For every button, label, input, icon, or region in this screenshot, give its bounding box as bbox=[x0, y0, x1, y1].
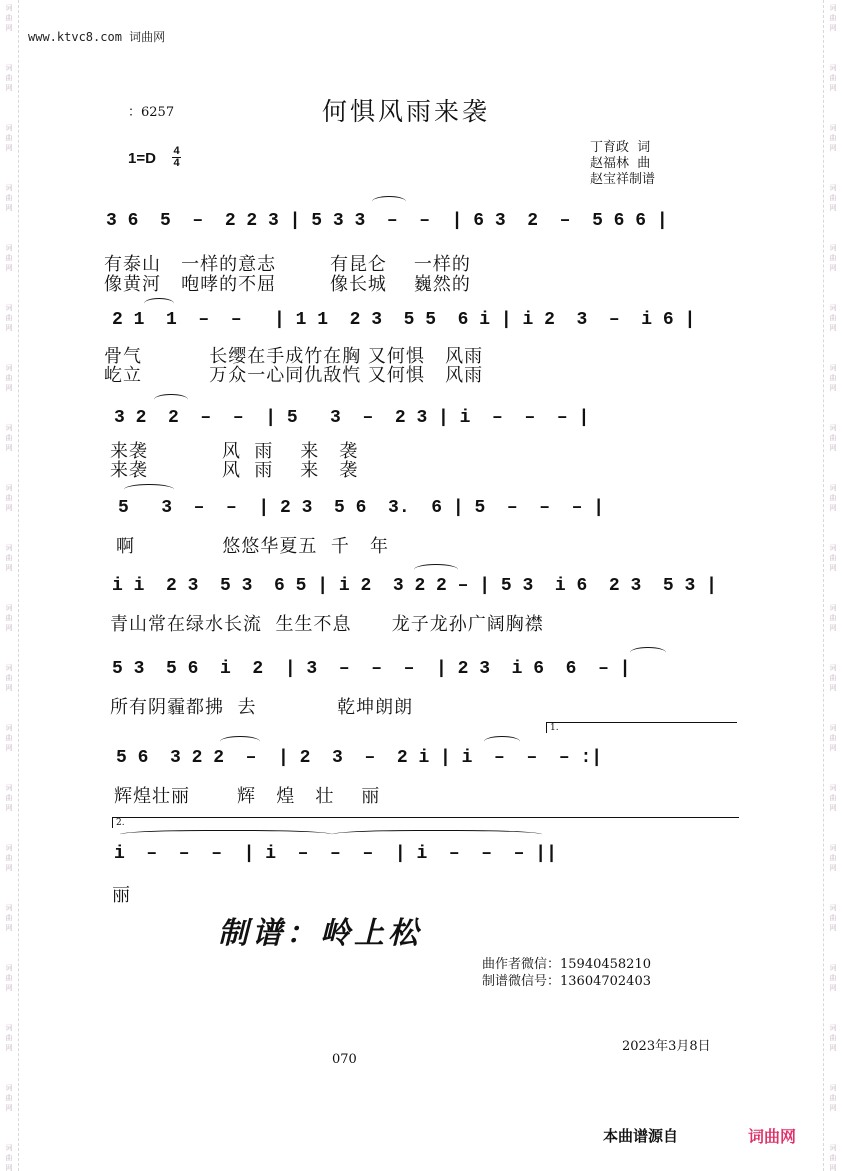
watermark-char: 网 bbox=[829, 84, 837, 92]
slur bbox=[220, 736, 260, 747]
row2-notes: 2 1 1 – – | 1 1 2 3 5 5 6 i | i 2 3 – i 6 | bbox=[112, 310, 696, 330]
notation-row-7 bbox=[116, 748, 602, 768]
watermark-char: 网 bbox=[5, 804, 13, 812]
watermark-char: 词 bbox=[5, 1084, 13, 1092]
watermark-char: 网 bbox=[5, 1104, 13, 1112]
tie bbox=[120, 830, 332, 841]
watermark-char: 网 bbox=[5, 864, 13, 872]
watermark-char: 曲 bbox=[829, 74, 837, 82]
watermark-char: 曲 bbox=[829, 914, 837, 922]
first-ending-label: 1. bbox=[550, 723, 559, 733]
left-watermark-strip bbox=[0, 0, 19, 1171]
watermark-char: 曲 bbox=[829, 494, 837, 502]
watermark-char: 曲 bbox=[829, 974, 837, 982]
watermark-char: 词 bbox=[5, 544, 13, 552]
notation-row-8 bbox=[114, 844, 557, 864]
watermark-char: 曲 bbox=[5, 614, 13, 622]
watermark-char: 词 bbox=[5, 664, 13, 672]
watermark-char: 曲 bbox=[829, 374, 837, 382]
watermark-char: 词 bbox=[829, 604, 837, 612]
watermark-char: 词 bbox=[5, 904, 13, 912]
watermark-char: 词 bbox=[829, 964, 837, 972]
date: 2023年3月8日 bbox=[622, 1039, 711, 1054]
row8-notes: i – – – | i – – – | i – – – || bbox=[114, 844, 557, 864]
watermark-char: 曲 bbox=[5, 434, 13, 442]
watermark-char: 曲 bbox=[829, 254, 837, 262]
notation-row-3 bbox=[114, 408, 589, 428]
watermark-char: 词 bbox=[5, 1144, 13, 1152]
watermark-char: 网 bbox=[5, 984, 13, 992]
right-watermark-strip bbox=[823, 0, 842, 1171]
watermark-char: 网 bbox=[829, 324, 837, 332]
watermark-char: 网 bbox=[5, 624, 13, 632]
watermark-char: 曲 bbox=[5, 974, 13, 982]
watermark-char: 词 bbox=[5, 244, 13, 252]
lyric-row-5: 青山常在绿水长流 生生不息 龙子龙孙广阔胸襟 bbox=[110, 614, 544, 635]
watermark-char: 曲 bbox=[5, 14, 13, 22]
source-label: 本曲谱源自 bbox=[603, 1127, 679, 1145]
watermark-char: 网 bbox=[829, 24, 837, 32]
source-brand-link[interactable]: 词曲网 bbox=[748, 1127, 797, 1146]
watermark-char: 曲 bbox=[829, 554, 837, 562]
second-ending-label: 2. bbox=[116, 818, 125, 828]
watermark-char: 曲 bbox=[829, 614, 837, 622]
row4-notes: 5 3 – – | 2 3 5 6 3. 6 | 5 – – – | bbox=[118, 498, 605, 518]
watermark-char: 网 bbox=[5, 24, 13, 32]
watermark-char: 网 bbox=[829, 684, 837, 692]
watermark-char: 曲 bbox=[829, 734, 837, 742]
watermark-char: 曲 bbox=[5, 794, 13, 802]
watermark-char: 词 bbox=[829, 424, 837, 432]
second-ending-bracket bbox=[112, 817, 739, 828]
watermark-char: 曲 bbox=[5, 674, 13, 682]
watermark-char: 网 bbox=[829, 984, 837, 992]
slur bbox=[484, 736, 520, 747]
watermark-char: 网 bbox=[829, 144, 837, 152]
watermark-char: 词 bbox=[5, 964, 13, 972]
contact-info: 曲作者微信：15940458210 制谱微信号：13604702403 bbox=[482, 957, 651, 989]
watermark-char: 网 bbox=[5, 84, 13, 92]
first-ending-bracket bbox=[546, 722, 737, 733]
watermark-char: 词 bbox=[5, 844, 13, 852]
lyric-row-6: 所有阴霾都拂 去 乾坤朗朗 bbox=[110, 697, 414, 718]
slur bbox=[144, 298, 174, 309]
watermark-char: 词 bbox=[5, 124, 13, 132]
watermark-char: 曲 bbox=[5, 374, 13, 382]
slur bbox=[154, 394, 188, 405]
watermark-char: 网 bbox=[5, 684, 13, 692]
watermark-char: 网 bbox=[5, 144, 13, 152]
watermark-char: 网 bbox=[5, 744, 13, 752]
lyric-row-1-verse-1: 有泰山 一样的意志 有昆仑 一样的 bbox=[104, 254, 471, 275]
credits: 丁育政 词 赵福林 曲 赵宝祥制谱 bbox=[590, 140, 656, 187]
watermark-char: 网 bbox=[829, 564, 837, 572]
watermark-char: 网 bbox=[5, 264, 13, 272]
watermark-char: 曲 bbox=[5, 494, 13, 502]
watermark-char: 词 bbox=[829, 1144, 837, 1152]
lyric-row-4: 啊 悠悠华夏五 千 年 bbox=[116, 536, 389, 557]
lyric-row-2-verse-2: 屹立 万众一心同仇敌忾 又何惧 风雨 bbox=[104, 365, 484, 386]
watermark-char: 词 bbox=[829, 124, 837, 132]
watermark-char: 曲 bbox=[5, 854, 13, 862]
watermark-char: 曲 bbox=[829, 1034, 837, 1042]
watermark-char: 词 bbox=[829, 244, 837, 252]
watermark-char: 网 bbox=[5, 1164, 13, 1171]
slur bbox=[414, 564, 458, 575]
watermark-char: 曲 bbox=[5, 254, 13, 262]
watermark-char: 网 bbox=[829, 444, 837, 452]
watermark-char: 词 bbox=[829, 784, 837, 792]
song-title: 何惧风雨来袭 bbox=[322, 97, 491, 126]
key-signature: 1=D bbox=[128, 150, 156, 167]
watermark-char: 词 bbox=[829, 64, 837, 72]
watermark-char: 曲 bbox=[5, 1154, 13, 1162]
watermark-char: 词 bbox=[829, 544, 837, 552]
watermark-char: 词 bbox=[5, 1024, 13, 1032]
lyric-row-7: 辉煌壮丽 辉 煌 壮 丽 bbox=[114, 786, 381, 807]
lyric-row-2-verse-1: 骨气 长缨在手成竹在胸 又何惧 风雨 bbox=[104, 346, 484, 367]
watermark-char: 曲 bbox=[5, 1034, 13, 1042]
watermark-char: 网 bbox=[829, 624, 837, 632]
watermark-char: 网 bbox=[5, 384, 13, 392]
arranger-signature: 制谱：岭上松 bbox=[218, 916, 422, 951]
watermark-char: 网 bbox=[5, 204, 13, 212]
watermark-char: 曲 bbox=[829, 194, 837, 202]
row1-notes: 3 6 5 – 2 2 3 | 5 3 3 – – | 6 3 2 – 5 6 6 | bbox=[106, 211, 668, 231]
watermark-char: 曲 bbox=[829, 434, 837, 442]
watermark-char: 词 bbox=[829, 484, 837, 492]
watermark-char: 网 bbox=[829, 264, 837, 272]
watermark-char: 词 bbox=[5, 784, 13, 792]
watermark-char: 词 bbox=[829, 304, 837, 312]
watermark-char: 曲 bbox=[829, 1154, 837, 1162]
row5-notes: i i 2 3 5 3 6 5 | i 2 3 2 2 – | 5 3 i 6 2 3 5 3 | bbox=[112, 576, 717, 596]
notation-row-2 bbox=[112, 310, 695, 330]
watermark-char: 曲 bbox=[829, 674, 837, 682]
watermark-char: 词 bbox=[829, 364, 837, 372]
watermark-char: 词 bbox=[829, 844, 837, 852]
notation-row-4 bbox=[118, 498, 604, 518]
watermark-char: 曲 bbox=[829, 14, 837, 22]
slur bbox=[124, 484, 174, 495]
watermark-char: 词 bbox=[829, 664, 837, 672]
lyric-row-3-verse-2: 来袭 风 雨 来 袭 bbox=[110, 460, 359, 481]
watermark-char: 曲 bbox=[5, 554, 13, 562]
page-number: 070 bbox=[332, 1052, 357, 1067]
watermark-char: 网 bbox=[829, 504, 837, 512]
watermark-char: 曲 bbox=[829, 134, 837, 142]
slur bbox=[372, 196, 406, 207]
tie bbox=[332, 830, 542, 841]
watermark-char: 网 bbox=[829, 384, 837, 392]
watermark-char: 词 bbox=[5, 4, 13, 12]
watermark-char: 词 bbox=[5, 184, 13, 192]
watermark-char: 曲 bbox=[829, 1094, 837, 1102]
watermark-char: 网 bbox=[5, 924, 13, 932]
watermark-char: 词 bbox=[5, 304, 13, 312]
watermark-char: 曲 bbox=[5, 194, 13, 202]
slur bbox=[630, 647, 666, 658]
watermark-char: 曲 bbox=[5, 74, 13, 82]
watermark-char: 词 bbox=[5, 364, 13, 372]
watermark-char: 词 bbox=[829, 1084, 837, 1092]
watermark-char: 词 bbox=[829, 1024, 837, 1032]
watermark-char: 曲 bbox=[829, 314, 837, 322]
lyric-row-8: 丽 bbox=[112, 885, 131, 906]
watermark-char: 网 bbox=[829, 1104, 837, 1112]
watermark-char: 词 bbox=[829, 184, 837, 192]
notation-row-5 bbox=[112, 576, 717, 596]
notation-row-6 bbox=[112, 659, 630, 679]
time-signature-top: 4 bbox=[173, 145, 180, 157]
watermark-char: 网 bbox=[829, 1164, 837, 1171]
lyric-row-3-verse-1: 来袭 风 雨 来 袭 bbox=[110, 441, 359, 462]
lyric-row-1-verse-2: 像黄河 咆哮的不屈 像长城 巍然的 bbox=[104, 274, 471, 295]
watermark-char: 词 bbox=[5, 604, 13, 612]
watermark-char: 词 bbox=[5, 484, 13, 492]
site-url: www.ktvc8.com 词曲网 bbox=[28, 30, 166, 44]
watermark-char: 网 bbox=[829, 804, 837, 812]
watermark-char: 词 bbox=[5, 64, 13, 72]
watermark-char: 网 bbox=[5, 564, 13, 572]
watermark-char: 词 bbox=[829, 4, 837, 12]
row3-notes: 3 2 2 – – | 5 3 – 2 3 | i – – – | bbox=[114, 408, 590, 428]
watermark-char: 词 bbox=[829, 724, 837, 732]
watermark-char: 网 bbox=[5, 324, 13, 332]
time-signature bbox=[172, 146, 181, 169]
watermark-char: 曲 bbox=[5, 1094, 13, 1102]
notation-row-1 bbox=[106, 211, 668, 231]
watermark-char: 词 bbox=[5, 424, 13, 432]
watermark-char: 曲 bbox=[5, 314, 13, 322]
row6-notes: 5 3 5 6 i 2 | 3 – – – | 2 3 i 6 6 – | bbox=[112, 659, 631, 679]
watermark-char: 曲 bbox=[829, 854, 837, 862]
watermark-char: 网 bbox=[829, 864, 837, 872]
watermark-char: 网 bbox=[5, 504, 13, 512]
watermark-char: 网 bbox=[829, 204, 837, 212]
watermark-char: 曲 bbox=[829, 794, 837, 802]
watermark-char: 网 bbox=[829, 744, 837, 752]
watermark-char: 网 bbox=[5, 444, 13, 452]
watermark-char: 曲 bbox=[5, 734, 13, 742]
watermark-char: 词 bbox=[5, 724, 13, 732]
watermark-char: 网 bbox=[829, 924, 837, 932]
watermark-char: 曲 bbox=[5, 134, 13, 142]
watermark-char: 曲 bbox=[5, 914, 13, 922]
watermark-char: 网 bbox=[5, 1044, 13, 1052]
watermark-char: 网 bbox=[829, 1044, 837, 1052]
time-signature-bottom: 4 bbox=[173, 157, 180, 169]
row7-notes: 5 6 3 2 2 – | 2 3 – 2 i | i – – – :| bbox=[116, 748, 603, 768]
song-number: ：6257 bbox=[128, 105, 175, 120]
watermark-char: 词 bbox=[829, 904, 837, 912]
